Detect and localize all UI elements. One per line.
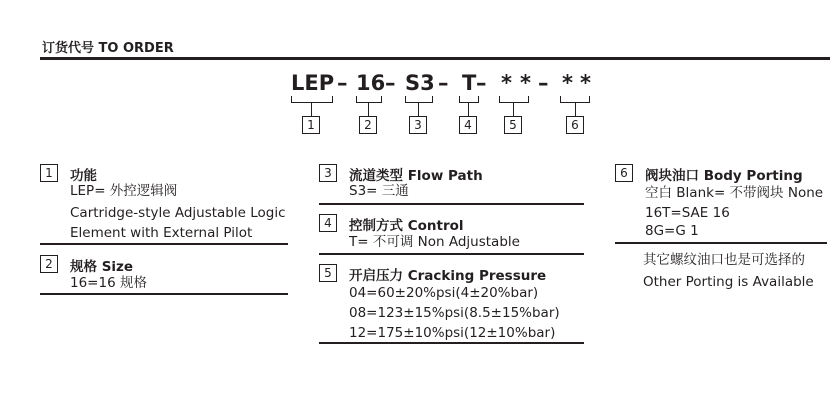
- section-title-control: 控制方式 Control: [349, 218, 464, 234]
- section-divider: [40, 243, 288, 245]
- code-segment-size: 16: [356, 71, 386, 95]
- section-divider: [615, 242, 827, 244]
- code-dash: –: [438, 71, 449, 95]
- porting-option-blank: 空白 Blank= 不带阀块 None: [645, 185, 824, 201]
- control-option-t: T= 不可调 Non Adjustable: [349, 234, 520, 250]
- bracket-stem-3: [418, 103, 419, 116]
- bracket-1: [291, 96, 333, 103]
- order-code-diagram: [0, 67, 839, 137]
- note-line-chinese: 其它螺纹油口也是可选择的: [643, 252, 805, 268]
- section-title-size: 规格 Size: [70, 259, 134, 275]
- bracket-3: [405, 96, 433, 103]
- function-description-line-1: Cartridge-style Adjustable Logic: [70, 205, 286, 221]
- pressure-option-08: 08=123±15%psi(8.5±15%bar): [349, 305, 560, 321]
- section-divider: [319, 342, 584, 344]
- bracket-stem-2: [368, 103, 369, 116]
- section-number-4: 4: [319, 214, 337, 232]
- position-number-4: 4: [459, 116, 477, 134]
- bracket-6: [560, 96, 590, 103]
- code-segment-flow-path: S3: [405, 71, 435, 95]
- pressure-option-04: 04=60±20%psi(4±20%bar): [349, 285, 539, 301]
- size-option-16: 16=16 规格: [70, 275, 147, 291]
- code-segment-pressure-2: *: [520, 71, 531, 95]
- code-segment-porting-2: *: [580, 71, 591, 95]
- bracket-stem-1: [311, 103, 312, 116]
- bracket-5: [499, 96, 529, 103]
- section-divider: [319, 253, 584, 255]
- porting-option-16t: 16T=SAE 16: [645, 205, 730, 221]
- section-divider: [319, 203, 584, 205]
- section-number-1: 1: [40, 164, 58, 182]
- code-segment-porting-1: *: [562, 71, 573, 95]
- page-title: 订货代号 TO ORDER: [42, 41, 174, 56]
- code-segment-control: T: [462, 71, 477, 95]
- bracket-stem-5: [513, 103, 514, 116]
- code-segment-lep: LEP: [291, 71, 335, 95]
- position-number-1: 1: [302, 116, 320, 134]
- position-number-5: 5: [504, 116, 522, 134]
- bracket-stem-4: [468, 103, 469, 116]
- code-dash: –: [538, 71, 549, 95]
- code-dash: –: [385, 71, 396, 95]
- porting-option-8g: 8G=G 1: [645, 223, 699, 239]
- position-number-2: 2: [359, 116, 377, 134]
- flow-path-option-s3: S3= 三通: [349, 183, 409, 199]
- section-number-2: 2: [40, 255, 58, 273]
- section-title-flow-path: 流道类型 Flow Path: [349, 168, 483, 184]
- code-segment-pressure-1: *: [501, 71, 512, 95]
- code-dash: –: [476, 71, 487, 95]
- section-divider: [40, 293, 288, 295]
- note-line-english: Other Porting is Available: [643, 274, 814, 290]
- section-number-3: 3: [319, 164, 337, 182]
- section-number-5: 5: [319, 264, 337, 282]
- function-description-line-2: Element with External Pilot: [70, 225, 253, 241]
- pressure-option-12: 12=175±10%psi(12±10%bar): [349, 325, 556, 341]
- position-number-6: 6: [566, 116, 584, 134]
- position-number-3: 3: [409, 116, 427, 134]
- header-divider: [40, 57, 830, 60]
- section-title-body-porting: 阀块油口 Body Porting: [645, 168, 803, 184]
- bracket-2: [356, 96, 382, 103]
- code-dash: –: [337, 71, 348, 95]
- function-option-lep: LEP= 外控逻辑阀: [70, 183, 178, 199]
- section-number-6: 6: [615, 164, 633, 182]
- bracket-stem-6: [575, 103, 576, 116]
- bracket-4: [459, 96, 479, 103]
- section-title-cracking-pressure: 开启压力 Cracking Pressure: [349, 268, 547, 284]
- section-title-function: 功能: [70, 168, 97, 184]
